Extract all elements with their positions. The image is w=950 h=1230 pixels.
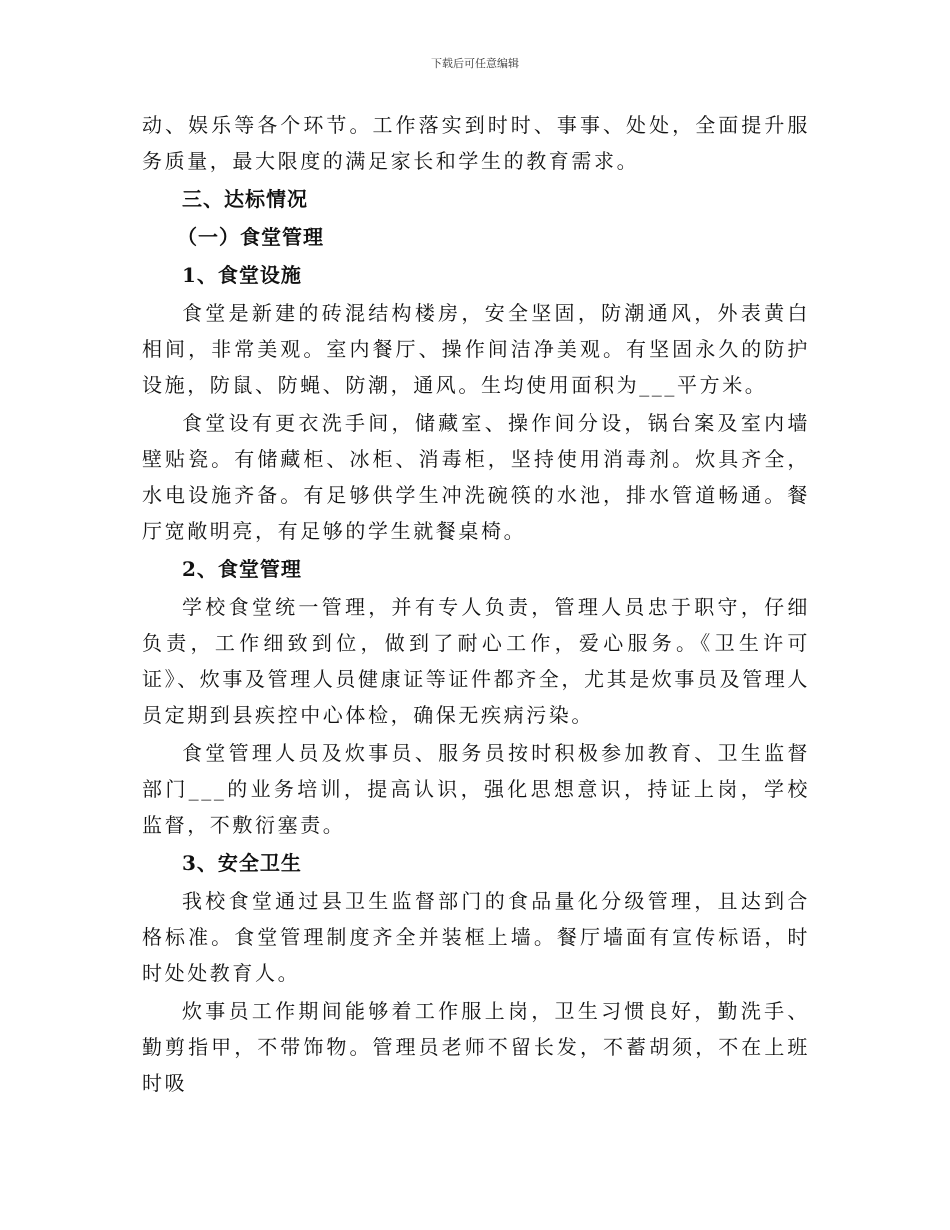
item-heading-safety-hygiene: 3、安全卫生 bbox=[182, 851, 302, 875]
document-body bbox=[142, 107, 810, 1103]
item-heading-canteen-management: 2、食堂管理 bbox=[182, 557, 302, 581]
paragraph-continuation: 动、娱乐等各个环节。工作落实到时时、事事、处处，全面提升服务质量，最大限度的满足家长和学生的教育需求。 bbox=[142, 113, 810, 173]
section-heading-3: 三、达标情况 bbox=[182, 187, 308, 211]
paragraph-facilities-equipment: 食堂设有更衣洗手间，储藏室、操作间分设，锅台案及室内墙壁贴瓷。有储藏柜、冰柜、消毒柜，坚持使用消毒剂。炊具齐全，水电设施齐备。有足够供学生冲洗碗筷的水池，排水管道畅通。餐厅宽敞明亮，有足够的学生就餐桌椅。 bbox=[142, 411, 810, 543]
subsection-heading-canteen-management: （一）食堂管理 bbox=[177, 225, 324, 249]
page-header: 下载后可任意编辑 bbox=[431, 57, 519, 70]
paragraph-facilities-building: 食堂是新建的砖混结构楼房，安全坚固，防潮通风，外表黄白相间，非常美观。室内餐厅、操作间洁净美观。有坚固永久的防护设施，防鼠、防蝇、防潮，通风。生均使用面积为___平方米。 bbox=[142, 301, 810, 397]
item-heading-canteen-facilities: 1、食堂设施 bbox=[182, 263, 302, 287]
paragraph-management-staff: 学校食堂统一管理，并有专人负责，管理人员忠于职守，仔细负责，工作细致到位，做到了耐心工作，爱心服务。《卫生许可证》、炊事及管理人员健康证等证件都齐全，尤其是炊事员及管理人员定期到县疾控中心体检，确保无疾病污染。 bbox=[142, 595, 810, 727]
paragraph-management-training: 食堂管理人员及炊事员、服务员按时积极参加教育、卫生监督部门___的业务培训，提高认识，强化思想意识，持证上岗，学校监督，不敷衍塞责。 bbox=[142, 741, 810, 837]
paragraph-hygiene-standards: 我校食堂通过县卫生监督部门的食品量化分级管理，且达到合格标准。食堂管理制度齐全并装框上墙。餐厅墙面有宣传标语，时时处处教育人。 bbox=[142, 889, 810, 985]
paragraph-hygiene-staff-habits: 炊事员工作期间能够着工作服上岗，卫生习惯良好，勤洗手、勤剪指甲，不带饰物。管理员老师不留长发，不蓄胡须，不在上班时吸 bbox=[142, 999, 810, 1095]
